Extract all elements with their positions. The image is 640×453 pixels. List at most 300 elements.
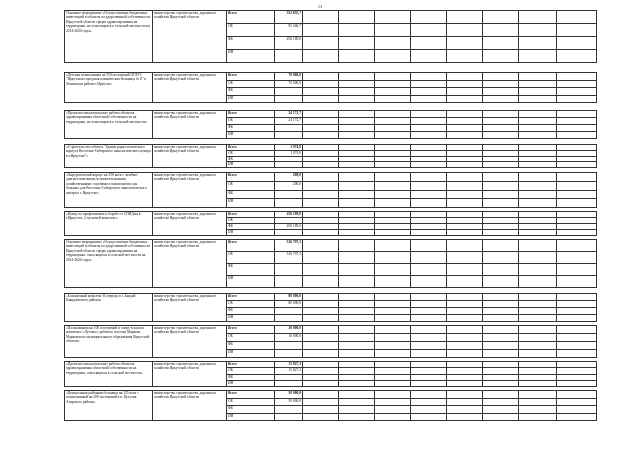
empty-cell xyxy=(557,125,597,132)
finance-source: Всего xyxy=(227,391,275,399)
measure-name: «Центральная районная больница на 155 коек с поликлиникой на 200 посещений в п. Кутулик Аларского района» xyxy=(65,391,153,421)
finance-source: ФБ xyxy=(227,37,275,50)
empty-cell xyxy=(557,301,597,308)
empty-cell xyxy=(447,326,483,334)
empty-cell xyxy=(557,199,597,208)
empty-cell xyxy=(375,406,411,414)
empty-cell xyxy=(483,173,519,182)
empty-cell xyxy=(411,199,447,208)
empty-cell xyxy=(557,308,597,315)
empty-cell xyxy=(557,88,597,96)
finance-source: Всего xyxy=(227,326,275,334)
amount-cell: 200,0 xyxy=(275,173,303,182)
empty-cell xyxy=(519,350,557,358)
finance-source: ИИ xyxy=(227,132,275,139)
empty-cell xyxy=(303,190,339,199)
empty-cell xyxy=(447,240,483,252)
empty-cell xyxy=(303,111,339,118)
finance-source: ОБ xyxy=(227,398,275,406)
executor: министерство строительства, дорожного хозяйства Иркутской области xyxy=(153,212,227,236)
finance-source: ИИ xyxy=(227,276,275,288)
empty-cell xyxy=(411,190,447,199)
empty-cell xyxy=(447,88,483,96)
empty-cell xyxy=(447,264,483,276)
empty-cell xyxy=(411,24,447,37)
empty-cell xyxy=(375,240,411,252)
empty-cell xyxy=(303,398,339,406)
empty-cell xyxy=(519,181,557,190)
finance-source: ИИ xyxy=(227,162,275,168)
finance-source: ОБ xyxy=(227,368,275,374)
empty-cell xyxy=(447,350,483,358)
amount-cell: 200,0 xyxy=(275,181,303,190)
empty-cell xyxy=(375,118,411,125)
amount-cell: 10 000,0 xyxy=(275,326,303,334)
empty-cell xyxy=(519,88,557,96)
executor: министерство строительства, дорожного хозяйства Иркутской области xyxy=(153,111,227,139)
empty-cell xyxy=(339,95,375,103)
empty-cell xyxy=(303,315,339,322)
empty-cell xyxy=(375,95,411,103)
measure-name: «Строительство объекта "Здание радиологического корпуса Восточно-Сибирского онкологического центра в г.Иркутске"» xyxy=(65,145,153,168)
empty-cell xyxy=(483,118,519,125)
empty-cell xyxy=(447,199,483,208)
empty-cell xyxy=(447,73,483,81)
measure-name: «Центр по профилактике и борьбе со СПИДом в г.Иркутске. 2 пусковой комплекс» xyxy=(65,212,153,236)
empty-cell xyxy=(339,240,375,252)
amount-cell xyxy=(275,132,303,139)
empty-cell xyxy=(519,118,557,125)
empty-cell xyxy=(303,276,339,288)
empty-cell xyxy=(519,173,557,182)
amount-cell xyxy=(275,95,303,103)
empty-cell xyxy=(483,308,519,315)
empty-cell xyxy=(375,199,411,208)
finance-source: Всего xyxy=(227,240,275,252)
empty-cell xyxy=(303,413,339,421)
empty-cell xyxy=(447,11,483,24)
empty-cell xyxy=(411,181,447,190)
amount-cell xyxy=(275,350,303,358)
amount-cell xyxy=(275,308,303,315)
empty-cell xyxy=(557,413,597,421)
empty-cell xyxy=(447,132,483,139)
empty-cell xyxy=(303,294,339,301)
empty-cell xyxy=(447,294,483,301)
measure-name: «Детская поликлиника на 550 посещений ОГАУЗ "Иркутская городская клиническая больница № 8" в Ленинском районе г.Иркутск» xyxy=(65,73,153,103)
empty-cell xyxy=(557,406,597,414)
finance-source: ИИ xyxy=(227,199,275,208)
empty-cell xyxy=(519,342,557,350)
empty-cell xyxy=(339,88,375,96)
empty-cell xyxy=(411,326,447,334)
empty-cell xyxy=(303,125,339,132)
empty-cell xyxy=(411,111,447,118)
amount-cell: 10 000,0 xyxy=(275,334,303,342)
empty-cell xyxy=(411,11,447,24)
empty-cell xyxy=(303,37,339,50)
executor: министерство строительства, дорожного хозяйства Иркутской области xyxy=(153,240,227,288)
empty-cell xyxy=(557,342,597,350)
page-number: 13 xyxy=(318,4,322,9)
empty-cell xyxy=(303,308,339,315)
empty-cell xyxy=(519,37,557,50)
finance-source: ИИ xyxy=(227,350,275,358)
empty-cell xyxy=(557,111,597,118)
empty-cell xyxy=(339,24,375,37)
empty-cell xyxy=(447,315,483,322)
empty-cell xyxy=(483,334,519,342)
empty-cell xyxy=(375,264,411,276)
amount-cell: 15 827,3 xyxy=(275,368,303,374)
finance-source: ОБ xyxy=(227,118,275,125)
empty-cell xyxy=(447,398,483,406)
empty-cell xyxy=(519,132,557,139)
empty-cell xyxy=(339,118,375,125)
empty-cell xyxy=(447,118,483,125)
empty-cell xyxy=(375,190,411,199)
empty-cell xyxy=(375,24,411,37)
finance-source: Всего xyxy=(227,111,275,118)
empty-cell xyxy=(303,95,339,103)
finance-source: ФБ xyxy=(227,342,275,350)
empty-cell xyxy=(411,276,447,288)
empty-cell xyxy=(483,37,519,50)
empty-cell xyxy=(519,190,557,199)
finance-source: ФБ xyxy=(227,190,275,199)
table-row xyxy=(65,111,597,118)
finance-source: ФБ xyxy=(227,406,275,414)
empty-cell xyxy=(375,252,411,264)
amount-cell xyxy=(275,406,303,414)
finance-source: ОБ xyxy=(227,218,275,224)
empty-cell xyxy=(483,252,519,264)
empty-cell xyxy=(375,294,411,301)
empty-cell xyxy=(303,326,339,334)
empty-cell xyxy=(483,95,519,103)
empty-cell xyxy=(519,199,557,208)
empty-cell xyxy=(375,50,411,63)
empty-cell xyxy=(303,252,339,264)
empty-cell xyxy=(557,398,597,406)
empty-cell xyxy=(557,190,597,199)
empty-cell xyxy=(557,264,597,276)
finance-source: Всего xyxy=(227,173,275,182)
empty-cell xyxy=(411,406,447,414)
amount-cell: 1 074,0 xyxy=(275,145,303,151)
empty-cell xyxy=(519,125,557,132)
empty-cell xyxy=(483,398,519,406)
finance-source: Всего xyxy=(227,11,275,24)
amount-cell xyxy=(275,88,303,96)
empty-cell xyxy=(557,326,597,334)
finance-source: Всего xyxy=(227,294,275,301)
table-row xyxy=(65,240,597,252)
empty-cell xyxy=(303,24,339,37)
empty-cell xyxy=(447,334,483,342)
empty-cell xyxy=(339,413,375,421)
empty-cell xyxy=(519,24,557,37)
empty-cell xyxy=(411,132,447,139)
empty-cell xyxy=(375,391,411,399)
empty-cell xyxy=(447,301,483,308)
spacer-cell xyxy=(65,63,597,73)
empty-cell xyxy=(483,301,519,308)
empty-cell xyxy=(375,88,411,96)
empty-cell xyxy=(339,11,375,24)
table-row xyxy=(65,173,597,182)
empty-cell xyxy=(557,50,597,63)
empty-cell xyxy=(483,73,519,81)
empty-cell xyxy=(483,264,519,276)
empty-cell xyxy=(519,294,557,301)
finance-source: ОБ xyxy=(227,150,275,156)
amount-cell: 316 797,3 xyxy=(275,240,303,252)
empty-cell xyxy=(411,50,447,63)
empty-cell xyxy=(557,276,597,288)
empty-cell xyxy=(447,37,483,50)
empty-cell xyxy=(557,24,597,37)
amount-cell: 352 635,7 xyxy=(275,11,303,24)
finance-source: ФБ xyxy=(227,156,275,162)
executor: министерство строительства, дорожного хозяйства Иркутской области xyxy=(153,391,227,421)
table-row xyxy=(65,294,597,301)
table-row xyxy=(65,11,597,24)
empty-cell xyxy=(483,190,519,199)
empty-cell xyxy=(519,11,557,24)
empty-cell xyxy=(483,125,519,132)
executor: министерство строительства, дорожного хозяйства Иркутской области xyxy=(153,145,227,168)
amount-cell xyxy=(275,50,303,63)
empty-cell xyxy=(447,190,483,199)
empty-cell xyxy=(375,315,411,322)
empty-cell xyxy=(519,240,557,252)
empty-cell xyxy=(447,111,483,118)
empty-cell xyxy=(557,80,597,88)
empty-cell xyxy=(303,199,339,208)
amount-cell: 316 797,3 xyxy=(275,252,303,264)
empty-cell xyxy=(557,240,597,252)
empty-cell xyxy=(557,315,597,322)
empty-cell xyxy=(411,173,447,182)
amount-cell: 256 189,0 xyxy=(275,37,303,50)
empty-cell xyxy=(447,80,483,88)
empty-cell xyxy=(519,111,557,118)
empty-cell xyxy=(519,301,557,308)
empty-cell xyxy=(411,240,447,252)
empty-cell xyxy=(519,334,557,342)
amount-cell: 50 000,0 xyxy=(275,398,303,406)
empty-cell xyxy=(339,342,375,350)
empty-cell xyxy=(303,350,339,358)
finance-source: ОБ xyxy=(227,334,275,342)
amount-cell: 70 000,0 xyxy=(275,73,303,81)
empty-cell xyxy=(483,111,519,118)
amount-cell xyxy=(275,342,303,350)
empty-cell xyxy=(557,11,597,24)
empty-cell xyxy=(447,406,483,414)
empty-cell xyxy=(411,294,447,301)
empty-cell xyxy=(483,132,519,139)
empty-cell xyxy=(411,118,447,125)
executor: министерство строительства, дорожного хозяйства Иркутской области xyxy=(153,362,227,387)
empty-cell xyxy=(447,252,483,264)
finance-source: ФБ xyxy=(227,125,275,132)
empty-cell xyxy=(483,240,519,252)
amount-cell xyxy=(275,315,303,322)
finance-source: ИИ xyxy=(227,95,275,103)
empty-cell xyxy=(339,80,375,88)
empty-cell xyxy=(375,326,411,334)
empty-cell xyxy=(483,406,519,414)
empty-cell xyxy=(519,95,557,103)
finance-source: Всего xyxy=(227,73,275,81)
empty-cell xyxy=(411,264,447,276)
empty-cell xyxy=(557,294,597,301)
empty-cell xyxy=(519,413,557,421)
empty-cell xyxy=(375,308,411,315)
empty-cell xyxy=(411,125,447,132)
empty-cell xyxy=(557,118,597,125)
financing-table xyxy=(64,10,597,421)
finance-source: Всего xyxy=(227,212,275,218)
executor: министерство строительства, дорожного хозяйства Иркутской области xyxy=(153,294,227,322)
finance-source: ОБ xyxy=(227,181,275,190)
empty-cell xyxy=(519,308,557,315)
amount-cell: 70 000,0 xyxy=(275,80,303,88)
finance-source: ОБ xyxy=(227,80,275,88)
empty-cell xyxy=(483,294,519,301)
empty-cell xyxy=(483,80,519,88)
finance-source: ИИ xyxy=(227,315,275,322)
empty-cell xyxy=(519,50,557,63)
empty-cell xyxy=(411,398,447,406)
empty-cell xyxy=(339,50,375,63)
empty-cell xyxy=(303,88,339,96)
finance-source: ФБ xyxy=(227,224,275,230)
empty-cell xyxy=(303,342,339,350)
empty-cell xyxy=(411,73,447,81)
measure-name: Основное мероприятие «Осуществление бюджетных инвестиций в объекты государственной собственности Иркутской области сферы здравоохранения на территориях, относящихся к сельской местности на 2014-2020 годы» xyxy=(65,240,153,288)
empty-cell xyxy=(339,294,375,301)
empty-cell xyxy=(483,413,519,421)
empty-cell xyxy=(557,334,597,342)
empty-cell xyxy=(411,413,447,421)
empty-cell xyxy=(303,334,339,342)
empty-cell xyxy=(557,391,597,399)
empty-cell xyxy=(411,88,447,96)
empty-cell xyxy=(303,406,339,414)
empty-cell xyxy=(303,80,339,88)
empty-cell xyxy=(339,181,375,190)
amount-cell: 15 827,3 xyxy=(275,362,303,368)
empty-cell xyxy=(375,125,411,132)
empty-cell xyxy=(339,199,375,208)
empty-cell xyxy=(303,132,339,139)
empty-cell xyxy=(411,80,447,88)
empty-cell xyxy=(339,391,375,399)
finance-source: ИИ xyxy=(227,380,275,386)
empty-cell xyxy=(339,73,375,81)
finance-source: ОБ xyxy=(227,301,275,308)
empty-cell xyxy=(303,173,339,182)
empty-cell xyxy=(519,73,557,81)
measure-name: «Больничный комплекс II очередь в г. Бандай Баяндаевского района» xyxy=(65,294,153,322)
amount-cell: 24 172,7 xyxy=(275,111,303,118)
empty-cell xyxy=(483,326,519,334)
empty-cell xyxy=(303,11,339,24)
executor: министерство строительства, дорожного хозяйства Иркутской области xyxy=(153,11,227,63)
finance-source: ФБ xyxy=(227,88,275,96)
amount-cell: 80 000,0 xyxy=(275,301,303,308)
empty-cell xyxy=(375,11,411,24)
empty-cell xyxy=(483,199,519,208)
empty-cell xyxy=(375,73,411,81)
empty-cell xyxy=(339,406,375,414)
empty-cell xyxy=(375,173,411,182)
empty-cell xyxy=(447,95,483,103)
empty-cell xyxy=(483,50,519,63)
empty-cell xyxy=(339,334,375,342)
empty-cell xyxy=(339,276,375,288)
empty-cell xyxy=(375,342,411,350)
executor: министерство строительства, дорожного хозяйства Иркутской области xyxy=(153,326,227,358)
empty-cell xyxy=(339,264,375,276)
empty-cell xyxy=(411,37,447,50)
spacer-cell xyxy=(65,103,597,111)
finance-source: ИИ xyxy=(227,50,275,63)
empty-cell xyxy=(483,181,519,190)
amount-cell xyxy=(275,190,303,199)
amount-cell: 256 189,0 xyxy=(275,212,303,218)
empty-cell xyxy=(411,301,447,308)
empty-cell xyxy=(375,132,411,139)
table-row xyxy=(65,391,597,399)
empty-cell xyxy=(339,173,375,182)
table-row xyxy=(65,326,597,334)
empty-cell xyxy=(339,315,375,322)
amount-cell: 24 172,7 xyxy=(275,118,303,125)
measure-name: «Поликлиника на 100 посещений в смену в жилом комплексе «Луговое» рабочего поселка Маркова Марковского муниципального образования Иркутской области» xyxy=(65,326,153,358)
amount-cell xyxy=(275,413,303,421)
empty-cell xyxy=(339,125,375,132)
empty-cell xyxy=(411,334,447,342)
empty-cell xyxy=(375,276,411,288)
executor: министерство строительства, дорожного хозяйства Иркутской области xyxy=(153,173,227,208)
empty-cell xyxy=(447,181,483,190)
empty-cell xyxy=(519,264,557,276)
empty-cell xyxy=(411,315,447,322)
finance-source: Всего xyxy=(227,145,275,151)
empty-cell xyxy=(411,252,447,264)
empty-cell xyxy=(483,315,519,322)
empty-cell xyxy=(483,391,519,399)
amount-cell xyxy=(275,199,303,208)
empty-cell xyxy=(483,276,519,288)
amount-cell xyxy=(275,276,303,288)
empty-cell xyxy=(339,308,375,315)
empty-cell xyxy=(339,398,375,406)
empty-cell xyxy=(303,118,339,125)
empty-cell xyxy=(303,240,339,252)
finance-source: ОБ xyxy=(227,252,275,264)
amount-cell: 95 446,7 xyxy=(275,24,303,37)
empty-cell xyxy=(339,190,375,199)
empty-cell xyxy=(447,308,483,315)
empty-cell xyxy=(483,88,519,96)
finance-source: ФБ xyxy=(227,374,275,380)
empty-cell xyxy=(303,73,339,81)
